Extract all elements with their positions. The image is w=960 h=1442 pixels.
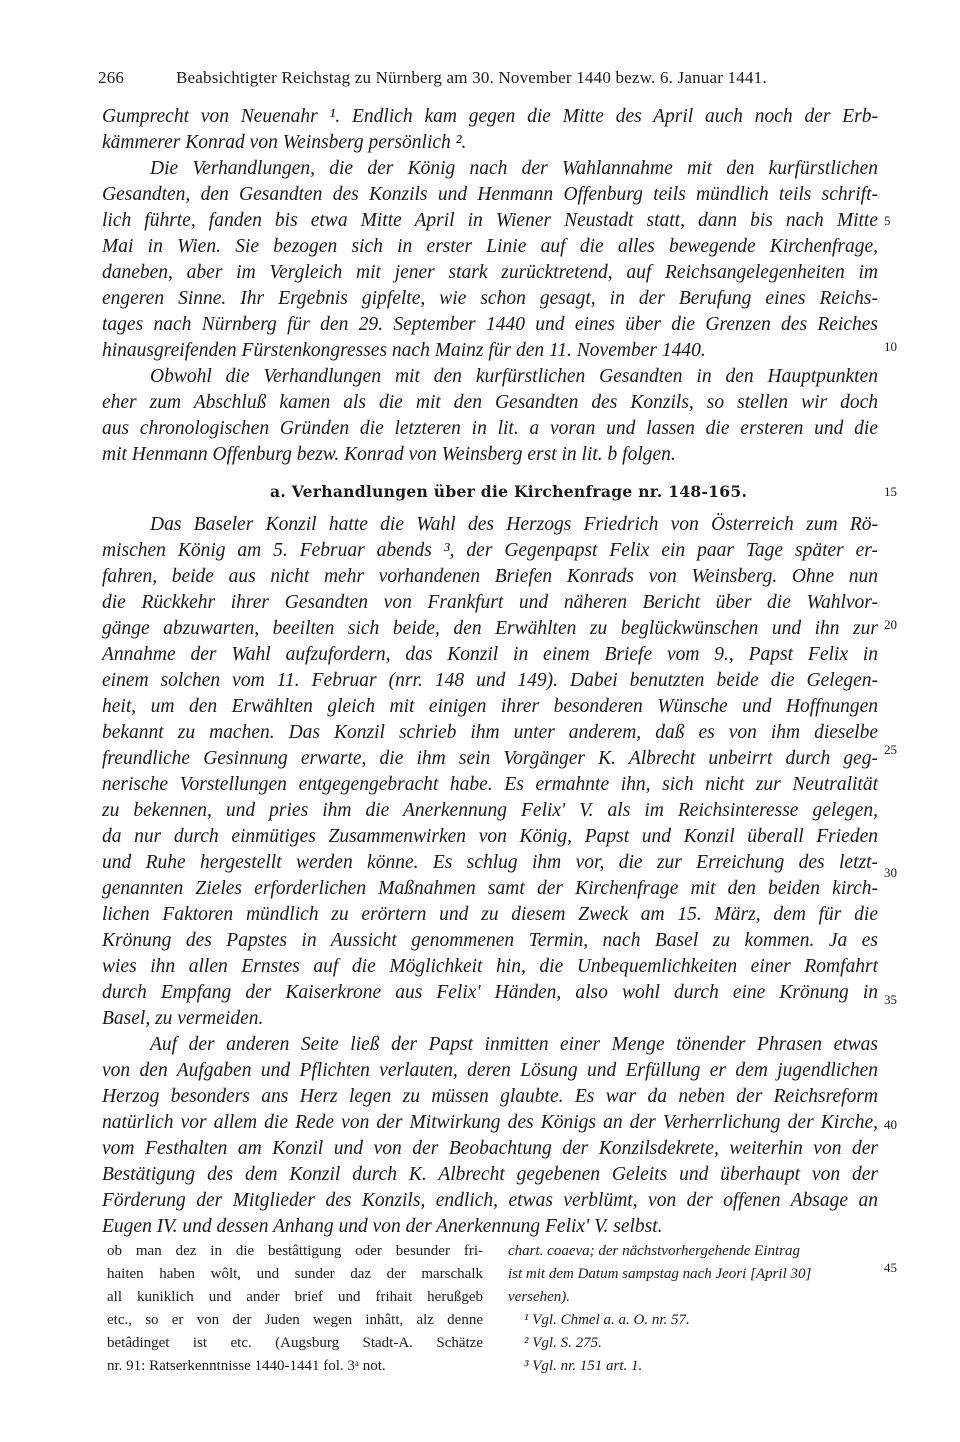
- text-line: durch Empfang der Kaiserkrone aus Felix' Händen, also wohl durch eine Krönung in: [102, 982, 878, 1003]
- footnote: ³ Vgl. nr. 151 art. 1.: [524, 1358, 643, 1374]
- text-line: tages nach Nürnberg für den 29. September 1440 und eines über die Grenzen des Reiches: [102, 314, 878, 335]
- text-line: von den Aufgaben und Pflichten verlauten, deren Lösung und Erfüllung er dem jugendlichen: [102, 1060, 878, 1081]
- running-header: [98, 68, 798, 96]
- text-line: engeren Sinne. Ihr Ergebnis gipfelte, wie schon gesagt, in der Berufung eines Reichs-: [102, 288, 878, 309]
- footnote-text-line: ist mit dem Datum sampstag nach Jeori [April 30]: [508, 1266, 812, 1282]
- text-line: bekannt zu machen. Das Konzil schrieb ihm unter anderem, daß es von ihm dieselbe: [102, 722, 878, 743]
- text-line: Gesandten, den Gesandten des Konzils und Henmann Offenburg teils mündlich teils schrift-: [102, 184, 878, 205]
- text-line: fahren, beide aus nicht mehr vorhandenen Briefen Konrads von Weinsberg. Ohne nun: [102, 566, 878, 587]
- text-line: Gumprecht von Neuenahr ¹. Endlich kam gegen die Mitte des April auch noch der Erb-: [102, 106, 878, 127]
- text-line: Auf der anderen Seite ließ der Papst inmitten einer Menge tönender Phrasen etwas: [150, 1034, 878, 1055]
- line-number: 15: [884, 484, 897, 499]
- text-line: natürlich vor allem die Rede von der Mitwirkung des Königs an der Verherrlichung der Kirche,: [102, 1112, 878, 1133]
- text-line: Obwohl die Verhandlungen mit den kurfürstlichen Gesandten in den Hauptpunkten: [150, 366, 878, 387]
- line-number: 20: [884, 617, 897, 632]
- text-line: gänge abzuwarten, beeilten sich beide, den Erwählten zu beglückwünschen und ihn zur: [102, 618, 878, 639]
- text-line: Mai in Wien. Sie bezogen sich in erster Linie auf die alles bewegende Kirchenfrage,: [102, 236, 878, 257]
- line-number: 25: [884, 742, 897, 757]
- text-line: wies ihn allen Ernstes auf die Möglichkeit hin, die Unbequemlichkeiten einer Romfahrt: [102, 956, 878, 977]
- footnote-text-line: betâdinget ist etc. (Augsburg Stadt-A. Schätze: [107, 1335, 483, 1351]
- text-line: kämmerer Konrad von Weinsberg persönlich ².: [102, 132, 467, 153]
- text-line: Förderung der Mitglieder des Konzils, endlich, etwas verblümt, von der offenen Absage an: [102, 1190, 878, 1211]
- text-line: genannten Zieles erforderlichen Maßnahmen samt der Kirchenfrage mit den beiden kirch-: [102, 878, 878, 899]
- text-line: lich führte, fanden bis etwa Mitte April in Wiener Neustadt statt, dann bis nach Mitte: [102, 210, 878, 231]
- text-line: Basel, zu vermeiden.: [102, 1008, 264, 1029]
- line-number: 45: [884, 1260, 897, 1275]
- text-line: da nur durch einmütiges Zusammenwirken von König, Papst und Konzil überall Frieden: [102, 826, 878, 847]
- footnote-text-line: chart. coaeva; der nächstvorhergehende Eintrag: [508, 1243, 801, 1259]
- text-line: nerische Vorstellungen entgegengebracht habe. Es ermahnte ihn, sich nicht zur Neutralität: [102, 774, 878, 795]
- footnote-text-line: versehen).: [508, 1289, 571, 1305]
- text-line: und Ruhe hergestellt werden könne. Es schlug ihm vor, die zur Erreichung des letzt-: [102, 852, 878, 873]
- text-line: Das Baseler Konzil hatte die Wahl des Herzogs Friedrich von Österreich zum Rö-: [150, 514, 878, 535]
- text-line: aus chronologischen Gründen die letzteren in lit. a voran und lassen die ersteren und die: [102, 418, 878, 439]
- footnote: ¹ Vgl. Chmel a. a. O. nr. 57.: [524, 1312, 690, 1328]
- footnote-text-line: ob man dez in die bestâttigung oder besunder fri-: [107, 1243, 483, 1259]
- text-line: lichen Faktoren mündlich zu erörtern und zu diesem Zweck am 15. März, dem für die: [102, 904, 878, 925]
- footnote-text-line: haiten haben wôlt, und sunder daz der marschalk: [107, 1266, 483, 1282]
- footnote: ² Vgl. S. 275.: [524, 1335, 602, 1351]
- text-line: einem solchen vom 11. Februar (nrr. 148 und 149). Dabei benutzten beide die Gelegen-: [102, 670, 878, 691]
- line-number: 10: [884, 339, 897, 354]
- footnote-text-line: etc., so er von der Juden wegen inhâtt, alz denne: [107, 1312, 483, 1328]
- page-number: 266: [98, 68, 125, 87]
- line-number: 40: [884, 1117, 897, 1132]
- text-line: heit, um den Erwählten gleich mit einigen ihrer besonderen Wünsche und Hoffnungen: [102, 696, 878, 717]
- text-line: eher zum Abschluß kamen als die mit den Gesandten des Konzils, so stellen wir doch: [102, 392, 878, 413]
- footnote-text-line: nr. 91: Ratserkenntnisse 1440-1441 fol. 3ᵃ not.: [107, 1358, 386, 1374]
- text-line: die Rückkehr ihrer Gesandten von Frankfurt und näheren Bericht über die Wahlvor-: [102, 592, 878, 613]
- text-line: Bestätigung des dem Konzil durch K. Albrecht gegebenen Geleits und überhaupt von der: [102, 1164, 878, 1185]
- section-heading: a. Verhandlungen über die Kirchenfrage nr. 148-165.: [270, 482, 748, 501]
- line-number: 5: [884, 213, 891, 228]
- text-line: mischen König am 5. Februar abends ³, der Gegenpapst Felix ein paar Tage später er-: [102, 540, 878, 561]
- text-line: daneben, aber im Vergleich mit jener stark zurücktretend, auf Reichsangelegenheiten im: [102, 262, 878, 283]
- text-line: Eugen IV. und dessen Anhang und von der Anerkennung Felix' V. selbst.: [102, 1216, 663, 1237]
- line-number: 30: [884, 865, 897, 880]
- footnote-text-line: all kuniklich und ander brief und frihait herußgeb: [107, 1289, 483, 1305]
- line-number: 35: [884, 992, 897, 1007]
- text-line: zu bekennen, und pries ihm die Anerkennung Felix' V. als im Reichsinteresse gelegen,: [102, 800, 878, 821]
- text-line: Die Verhandlungen, die der König nach der Wahlannahme mit den kurfürstlichen: [150, 158, 878, 179]
- text-line: hinausgreifenden Fürstenkongresses nach Mainz für den 11. November 1440.: [102, 340, 706, 361]
- text-line: freundliche Gesinnung erwarte, die ihm sein Vorgänger K. Albrecht unbeirrt durch geg-: [102, 748, 878, 769]
- text-line: Herzog besonders ans Herz legen zu müssen glaubte. Es war da neben der Reichsreform: [102, 1086, 878, 1107]
- text-line: Krönung des Papstes in Aussicht genommenen Termin, nach Basel zu kommen. Ja es: [102, 930, 878, 951]
- running-title: Beabsichtigter Reichstag zu Nürnberg am 30. November 1440 bezw. 6. Januar 1441.: [176, 68, 767, 87]
- text-line: vom Festhalten am Konzil und von der Beobachtung der Konzilsdekrete, weiterhin von der: [102, 1138, 878, 1159]
- text-line: mit Henmann Offenburg bezw. Konrad von Weinsberg erst in lit. b folgen.: [102, 444, 676, 465]
- text-line: Annahme der Wahl aufzufordern, das Konzil in einem Briefe vom 9., Papst Felix in: [102, 644, 878, 665]
